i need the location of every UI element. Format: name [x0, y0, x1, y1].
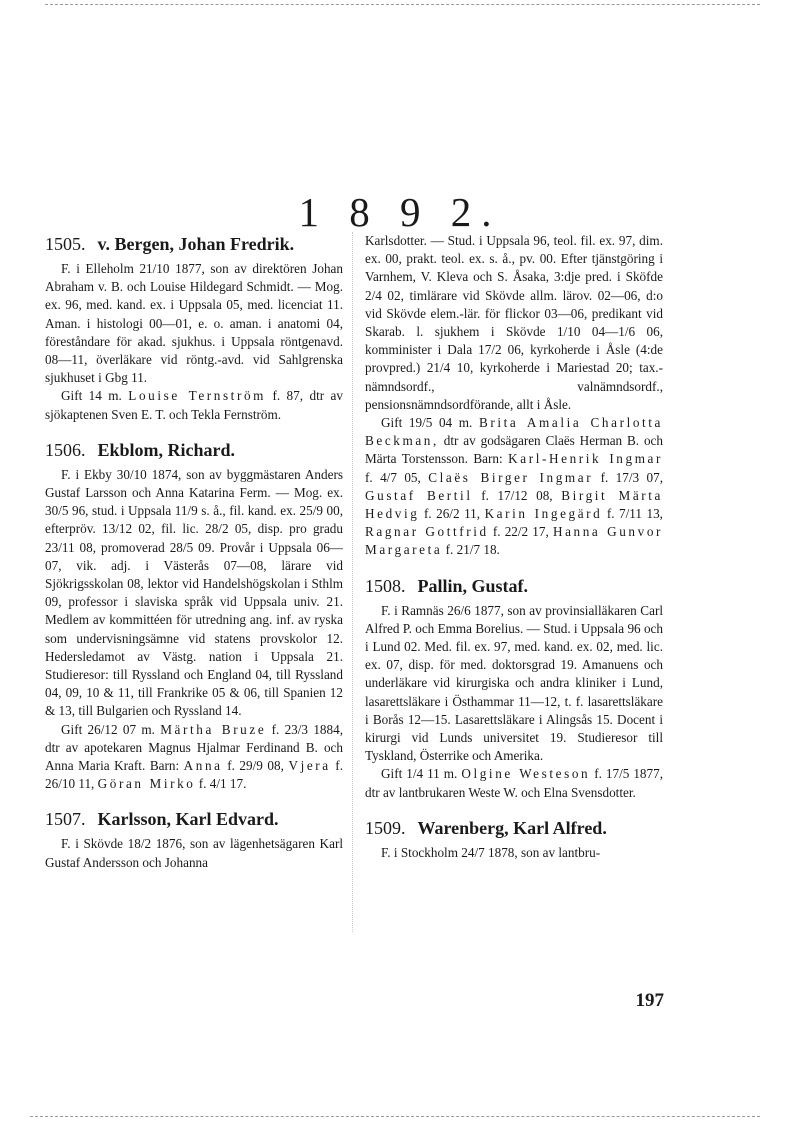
marriage-details: f. 17/5 1877, dtr av lantbrukaren Weste W. och Elna Svensdotter. — [365, 766, 664, 800]
entry-bio-1508: F. i Ramnäs 26/6 1877, son av provinsialläkaren Carl Alfred P. och Emma Borelius. — Stud. i Uppsala 96 och i Lund 02. Med. fil. ex. 97, med. kand. ex. 02, med. lic. ex. 07, disp. för med. doktorsgrad 19. Amanuens och underläkare vid kirurgiska och andra kliniker i Lund, lasarettsläkare i Östhammar 11—12, t. f. lasarettsläkare i Borås 12—15. Lasarettsläkare i Alingsås 15. Docent i kirurgi vid Lunds universitet 19. Studieresor till Tyskland, Österrike och Amerika. — [365, 602, 663, 764]
top-dashed-rule — [45, 4, 760, 5]
entry-number: 1508. — [365, 575, 406, 596]
entry-marriage-1507 — [365, 414, 663, 560]
child-name: Karin Ingegärd — [484, 506, 603, 522]
child-born: f. 4/1 17. — [198, 776, 247, 792]
child-name: Anna — [183, 758, 223, 774]
right-column — [365, 232, 663, 862]
child-born: f. 17/12 08, — [481, 487, 553, 503]
spouse-name: Brita Amalia Charlotta Beckman, — [365, 415, 664, 449]
child-name: Hanna Gunvor Margareta — [365, 524, 664, 558]
entry-name: Pallin, Gustaf. — [417, 575, 529, 596]
entry-number: 1509. — [365, 817, 406, 838]
entry-heading-1507 — [45, 807, 343, 831]
bottom-dashed-rule — [30, 1116, 760, 1117]
entry-number: 1507. — [45, 809, 86, 830]
entry-bio-1507-cont: Karlsdotter. — Stud. i Uppsala 96, teol. fil. ex. 97, dim. ex. 00, prakt. teol. ex. s. å., pv. 00. Efter tjänstgöring i Varnhem, V. Kleva och S. Åsaka, 3:dje pred. i Sköfde 2/4 02, timlärare vid Skövde allm. lärov. 02—06, d:o vid Skövde elem.-lär. för flickor 03—06, predikant vid Skarab. l. sjukhem i Skövde 1/10 04—1/6 06, komminister i Dala 17/2 06, kyrkoherde i Åsle (4:de provpred.) 21/4 10, kyrkoherde i Mariestad 20; tax.-nämndsordf., valnämndsordf., pensionsnämndsordförande, allt i Åsle. — [365, 233, 663, 412]
entry-number: 1505. — [45, 234, 86, 254]
child-born: f. 7/11 13, — [606, 506, 663, 522]
child-name: Karl-Henrik Ingmar — [508, 451, 663, 467]
child-born: f. 26/2 11, — [423, 506, 481, 522]
marriage-details: f. 87, dtr av sjökaptenen Sven E. T. och Tekla Fernström. — [45, 388, 344, 422]
child-name: Göran Mirko — [97, 776, 196, 792]
spouse-name: Louise Ternström — [128, 388, 266, 404]
child-name: Gustaf Bertil — [365, 487, 473, 503]
entry-heading-1509 — [365, 816, 663, 840]
page-number: 197 — [635, 990, 664, 1011]
child-name: Vjera — [288, 758, 331, 774]
spouse-name: Märtha Bruze — [160, 721, 267, 737]
column-divider — [352, 232, 353, 932]
child-born: f. 29/9 08, — [227, 758, 284, 774]
entry-name: Karlsson, Karl Edvard. — [97, 809, 279, 830]
entry-bio-1505: F. i Elleholm 21/10 1877, son av direktören Johan Abraham v. B. och Louise Hildegard Schmidt. — Mog. ex. 96, med. kand. ex. i Uppsala 05, med. licenciat 11. Aman. i histologi 00—01, e. o. aman. i anatomi 04, föreståndare för akad. sjukhus. i Uppsala röntgenavd. 08—11, överläkare vid röntg.-avd. vid Sahlgrenska sjukhuset i Gbg 11. — [45, 261, 343, 386]
spouse-name: Olgine Westeson — [461, 766, 591, 782]
entry-bio-1506: F. i Ekby 30/10 1874, son av byggmästaren Anders Gustaf Larsson och Anna Katarina Ferm. — Mog. ex. 30/5 96, stud. i Uppsala 11/9 s. å., fil. kand. ex. 25/9 00, efterpröv. 13/12 02, fil. lic. 28/2 05, disp. pro gradu 23/11 08, promoverad 28/5 09. Provår i Uppsala 06—07, vik. adj. i Västerås 07—08, lärare vid Sjökrigsskolan 08, lektor vid Handelshögskolan i Sthlm 09, professor i slaviska språk vid Uppsala univ. 21. Medlem av kommittéen för utredning ang. inf. av ryska som undervisningsämne vid statens provskolor 12. Hedersledamot av Västg. nation i Uppsala 21. Studieresor: till Ryssland och England 04, till Ryssland 04, 09, 10 & 11, till Frankrike 05 & 06, till Spanien 12 & 13, till Bulgarien och Ryssland 14. — [45, 466, 343, 719]
entry-marriage-1508 — [365, 765, 663, 801]
entry-number: 1506. — [45, 439, 86, 460]
child-born: f. 21/7 18. — [445, 542, 500, 558]
entry-marriage-1505 — [45, 387, 343, 423]
entry-heading-1506 — [45, 438, 343, 462]
child-name: Claës Birger Ingmar — [428, 469, 594, 485]
entry-heading-1508 — [365, 574, 663, 598]
marriage-intro: Gift 26/12 07 m. — [61, 721, 155, 737]
marriage-details: dtr av godsägaren Claës Herman B. och Märta Torstensson. Barn: — [365, 433, 664, 467]
entry-heading-1505 — [45, 232, 343, 256]
entry-bio-1507-start: F. i Skövde 18/2 1876, son av lägenhetsägaren Karl Gustaf Andersson och Johanna — [45, 836, 343, 870]
entry-marriage-1506 — [45, 721, 343, 794]
child-name: Ragnar Gottfrid — [365, 524, 489, 540]
marriage-details: f. 23/3 1884, dtr av apotekaren Magnus Hjalmar Ferdinand B. och Anna Maria Kraft. Barn: — [45, 721, 343, 774]
entry-name: Ekblom, Richard. — [97, 439, 236, 460]
left-column — [45, 232, 343, 872]
entry-name: Warenberg, Karl Alfred. — [417, 817, 607, 838]
child-born: f. 17/3 07, — [600, 469, 664, 485]
entry-bio-1509: F. i Stockholm 24/7 1878, son av lantbru- — [381, 844, 601, 860]
year-heading: 1 8 9 2. — [298, 189, 502, 235]
child-born: f. 26/10 11, — [45, 758, 343, 792]
child-born: f. 4/7 05, — [365, 469, 421, 485]
marriage-intro: Gift 14 m. — [61, 388, 122, 404]
marriage-intro: Gift 19/5 04 m. — [381, 415, 473, 431]
marriage-intro: Gift 1/4 11 m. — [381, 766, 458, 782]
entry-name: v. Bergen, Johan Fredrik. — [97, 234, 295, 254]
child-born: f. 22/2 17, — [492, 524, 549, 540]
child-name: Birgit Märta Hedvig — [365, 487, 664, 522]
